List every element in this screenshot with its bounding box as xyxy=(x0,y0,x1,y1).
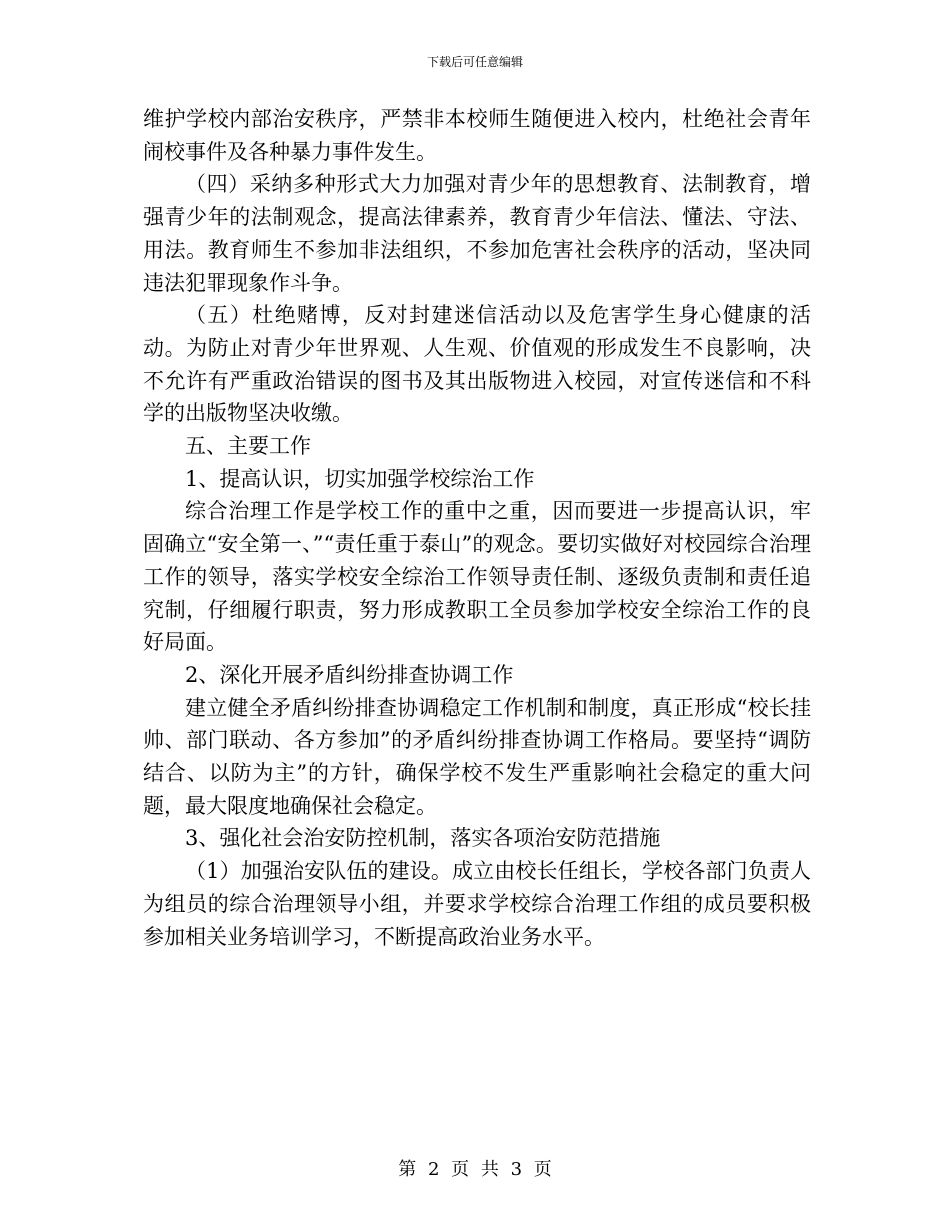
subsection-heading: 3、强化社会治安防控机制，落实各项治安防范措施 xyxy=(185,826,661,851)
document-body xyxy=(143,103,811,953)
page-header-note: 下载后可任意编辑 xyxy=(426,55,523,69)
body-paragraph: 综合治理工作是学校工作的重中之重，因而要进一步提高认识，牢固确立“安全第一、”“责任重于泰山”的观念。要切实做好对校园综合治理工作的领导，落实学校安全综治工作领导责任制、逐级负责制和责任追究制，仔细履行职责，努力形成教职工全员参加学校安全综治工作的良好局面。 xyxy=(143,499,811,655)
body-paragraph: 维护学校内部治安秩序，严禁非本校师生随便进入校内，杜绝社会青年闹校事件及各种暴力事件发生。 xyxy=(143,107,811,164)
body-paragraph: 建立健全矛盾纠纷排查协调稳定工作机制和制度，真正形成“校长挂帅、部门联动、各方参加”的矛盾纠纷排查协调工作格局。要坚持“调防结合、以防为主”的方针，确保学校不发生严重影响社会稳定的重大问题，最大限度地确保社会稳定。 xyxy=(143,695,811,818)
body-paragraph: （四）采纳多种形式大力加强对青少年的思想教育、法制教育，增强青少年的法制观念，提高法律素养，教育青少年信法、懂法、守法、用法。教育师生不参加非法组织，不参加危害社会秩序的活动，坚决同违法犯罪现象作斗争。 xyxy=(143,172,811,295)
body-paragraph: （五）杜绝赌博，反对封建迷信活动以及危害学生身心健康的活动。为防止对青少年世界观、人生观、价值观的形成发生不良影响，决不允许有严重政治错误的图书及其出版物进入校园，对宣传迷信和不科学的出版物坚决收缴。 xyxy=(143,303,811,426)
body-paragraph: （1）加强治安队伍的建设。成立由校长任组长，学校各部门负责人为组员的综合治理领导小组，并要求学校综合治理工作组的成员要积极参加相关业务培训学习，不断提高政治业务水平。 xyxy=(143,859,811,949)
subsection-heading: 1、提高认识，切实加强学校综治工作 xyxy=(185,466,535,491)
subsection-heading: 2、深化开展矛盾纠纷排查协调工作 xyxy=(185,662,514,687)
section-heading: 五、主要工作 xyxy=(185,434,311,459)
page-number-footer: 第 2 页 共 3 页 xyxy=(398,1159,552,1180)
